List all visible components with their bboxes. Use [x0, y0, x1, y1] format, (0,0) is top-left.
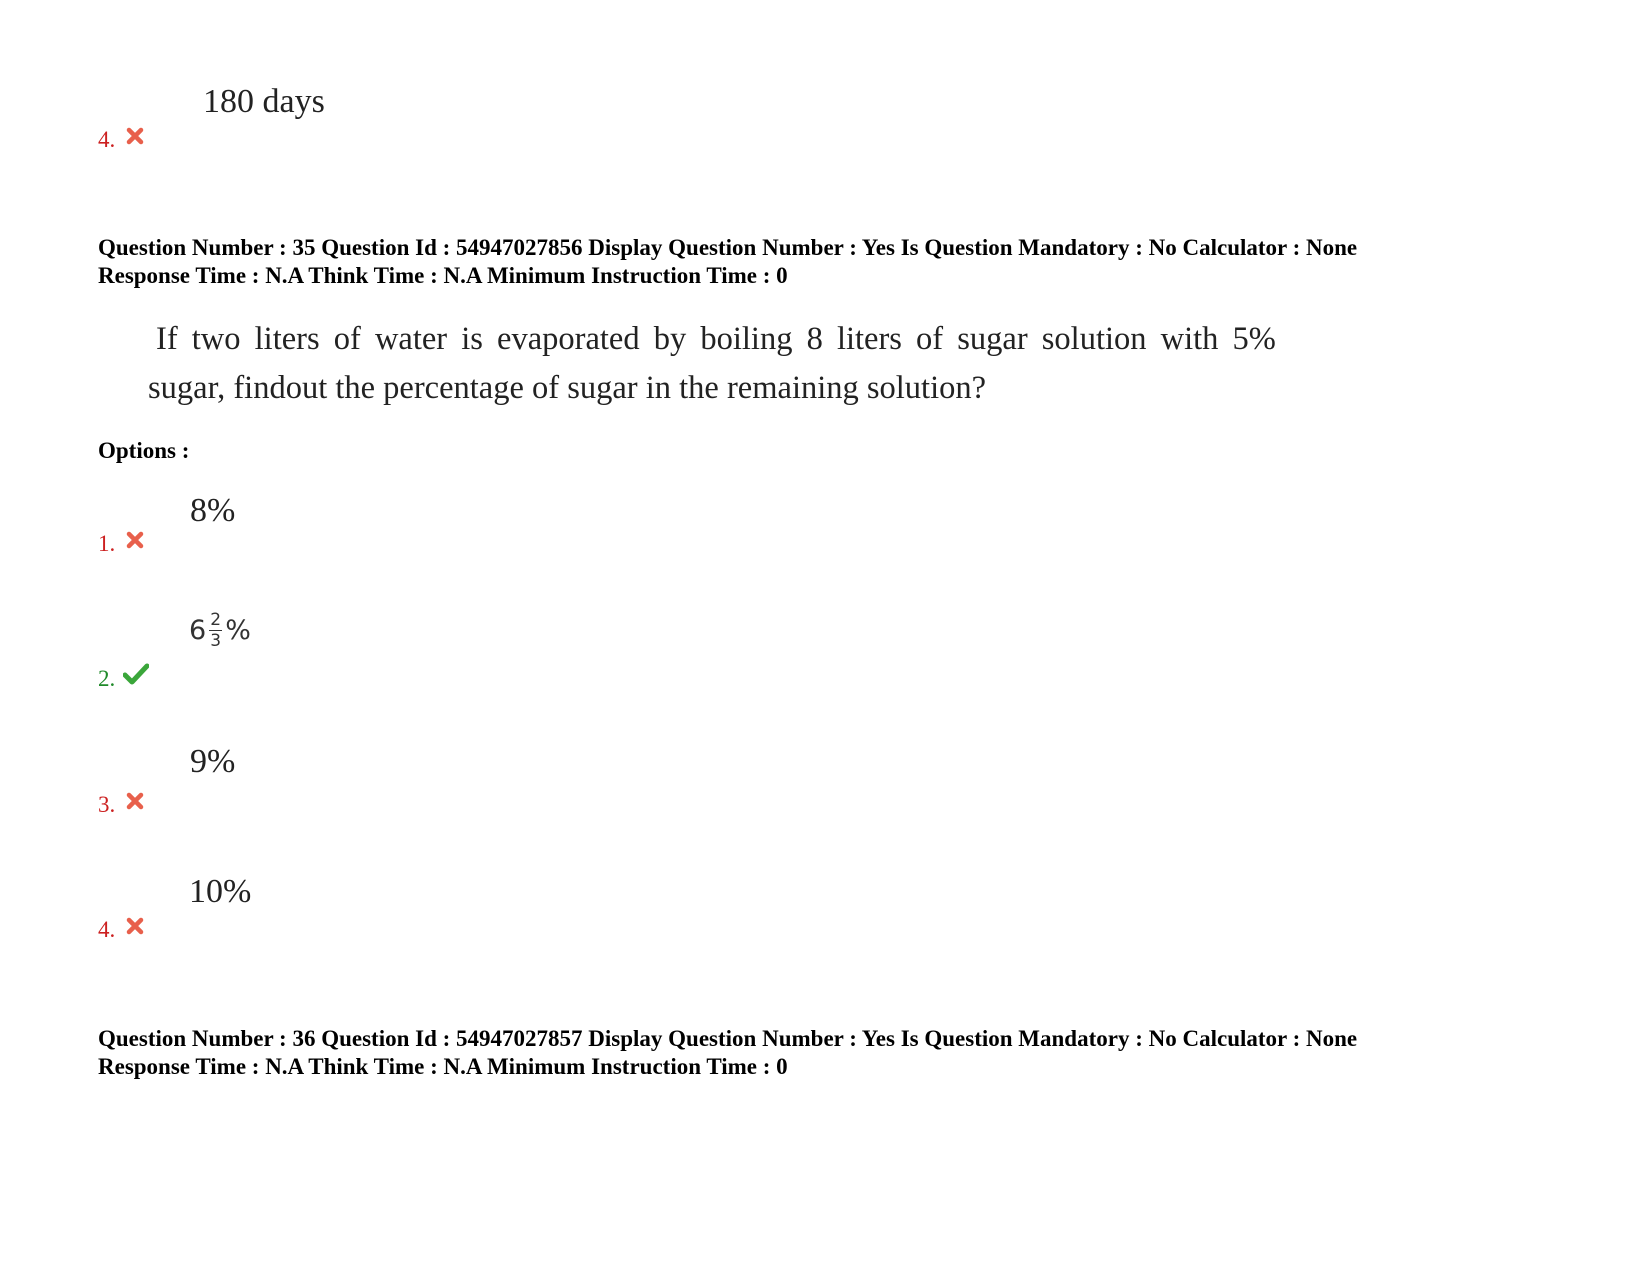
- question-36-meta-line-1: Question Number : 36 Question Id : 54947027857 Display Question Number : Yes Is Question Mandatory : No Calculator : None: [98, 1026, 1358, 1051]
- option-2-value: [189, 611, 251, 650]
- option-4-text: 10%: [189, 873, 252, 910]
- option-2-fraction: [209, 611, 222, 650]
- cross-icon: [126, 917, 144, 935]
- cross-icon: [126, 792, 144, 810]
- option-1-number: 1.: [98, 531, 116, 556]
- option-2-number: 2.: [98, 666, 116, 691]
- question-36-meta-line-2: Response Time : N.A Think Time : N.A Minimum Instruction Time : 0: [98, 1054, 788, 1079]
- option-2-denominator: 3: [210, 631, 222, 651]
- cross-icon: [126, 127, 144, 145]
- question-35-text-line-2: sugar, findout the percentage of sugar in the remaining solution?: [148, 370, 987, 406]
- option-2-numerator: 2: [210, 610, 222, 630]
- option-4-number: 4.: [98, 917, 116, 942]
- cross-icon: [126, 531, 144, 549]
- prev-option-4-text: 180 days: [203, 83, 325, 120]
- question-35-text-line-1: If two liters of water is evaporated by boiling 8 liters of sugar solution with 5%: [156, 321, 1276, 357]
- question-35-meta-line-2: Response Time : N.A Think Time : N.A Minimum Instruction Time : 0: [98, 263, 788, 288]
- option-1-text: 8%: [190, 492, 236, 529]
- prev-option-4-number: 4.: [98, 127, 116, 152]
- option-2-whole: 6: [189, 615, 207, 646]
- option-3-text: 9%: [190, 743, 236, 780]
- option-3-number: 3.: [98, 792, 116, 817]
- question-35-meta-line-1: Question Number : 35 Question Id : 54947027856 Display Question Number : Yes Is Question Mandatory : No Calculator : None: [98, 235, 1358, 260]
- options-label: Options :: [98, 438, 190, 463]
- check-icon: [123, 663, 149, 685]
- option-2-suffix: %: [225, 615, 251, 646]
